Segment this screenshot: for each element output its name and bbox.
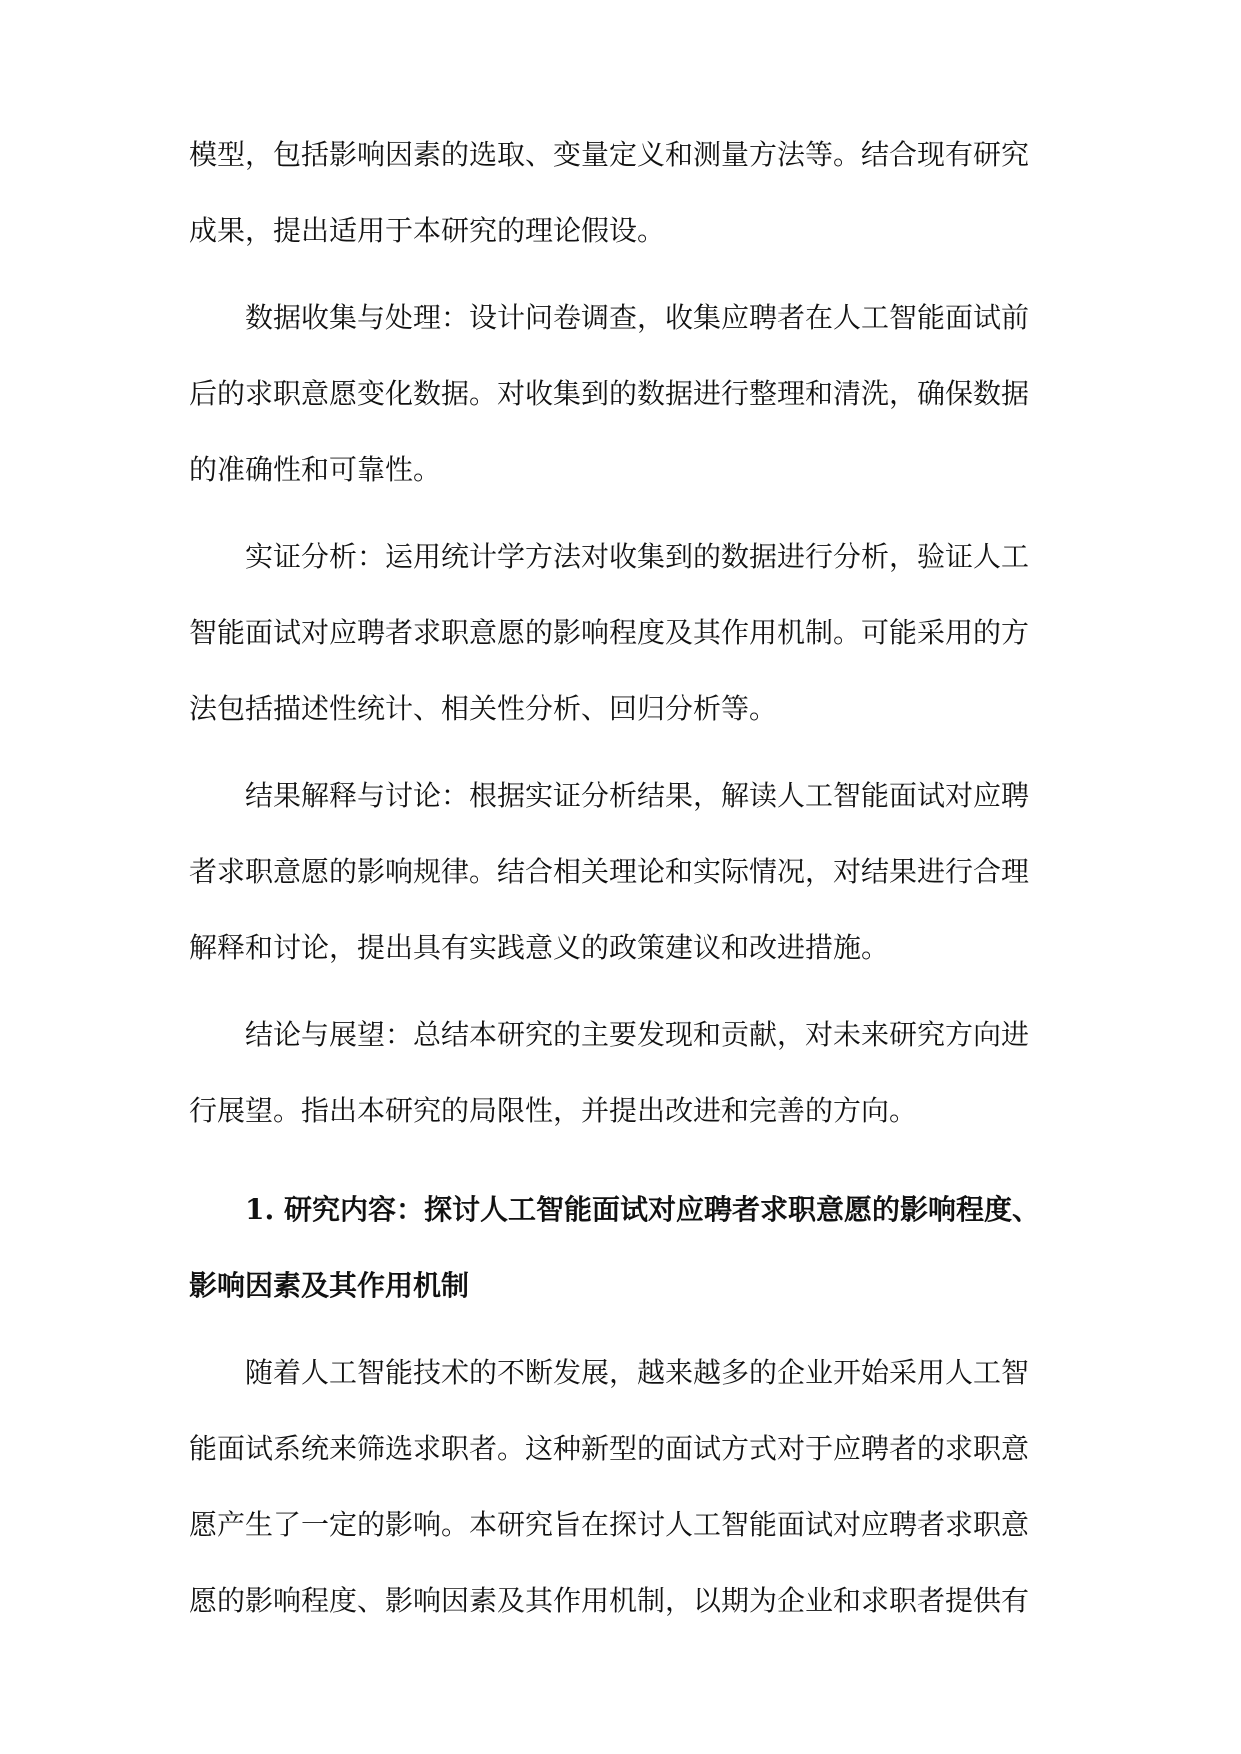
paragraph-research-content: 随着人工智能技术的不断发展，越来越多的企业开始采用人工智 (245, 1356, 1030, 1389)
text-line: 行展望。指出本研究的局限性，并提出改进和完善的方向。 (189, 1094, 918, 1127)
text-line: 的准确性和可靠性。 (189, 453, 442, 486)
text-line: 愿的影响程度、影响因素及其作用机制，以期为企业和求职者提供有 (189, 1584, 1030, 1617)
paragraph-empirical-analysis: 实证分析：运用统计学方法对收集到的数据进行分析，验证人工 (245, 540, 1030, 573)
text-line: 模型，包括影响因素的选取、变量定义和测量方法等。结合现有研究 (189, 138, 1030, 171)
text-line: 愿产生了一定的影响。本研究旨在探讨人工智能面试对应聘者求职意 (189, 1508, 1030, 1541)
text-line: 解释和讨论，提出具有实践意义的政策建议和改进措施。 (189, 931, 890, 964)
paragraph-conclusion: 结论与展望：总结本研究的主要发现和贡献，对未来研究方向进 (245, 1018, 1030, 1051)
text-line: 者求职意愿的影响规律。结合相关理论和实际情况，对结果进行合理 (189, 855, 1030, 888)
text-line: 智能面试对应聘者求职意愿的影响程度及其作用机制。可能采用的方 (189, 616, 1030, 649)
section-heading-continued: 影响因素及其作用机制 (189, 1269, 470, 1302)
text-line: 后的求职意愿变化数据。对收集到的数据进行整理和清洗，确保数据 (189, 377, 1030, 410)
section-heading: 1. 研究内容：探讨人工智能面试对应聘者求职意愿的影响程度、 (245, 1193, 1040, 1226)
paragraph-results-discussion: 结果解释与讨论：根据实证分析结果，解读人工智能面试对应聘 (245, 779, 1030, 812)
text-line: 法包括描述性统计、相关性分析、回归分析等。 (189, 692, 778, 725)
text-line: 能面试系统来筛选求职者。这种新型的面试方式对于应聘者的求职意 (189, 1432, 1030, 1465)
paragraph-data-collection: 数据收集与处理：设计问卷调查，收集应聘者在人工智能面试前 (245, 301, 1030, 334)
text-line: 成果，提出适用于本研究的理论假设。 (189, 214, 666, 247)
